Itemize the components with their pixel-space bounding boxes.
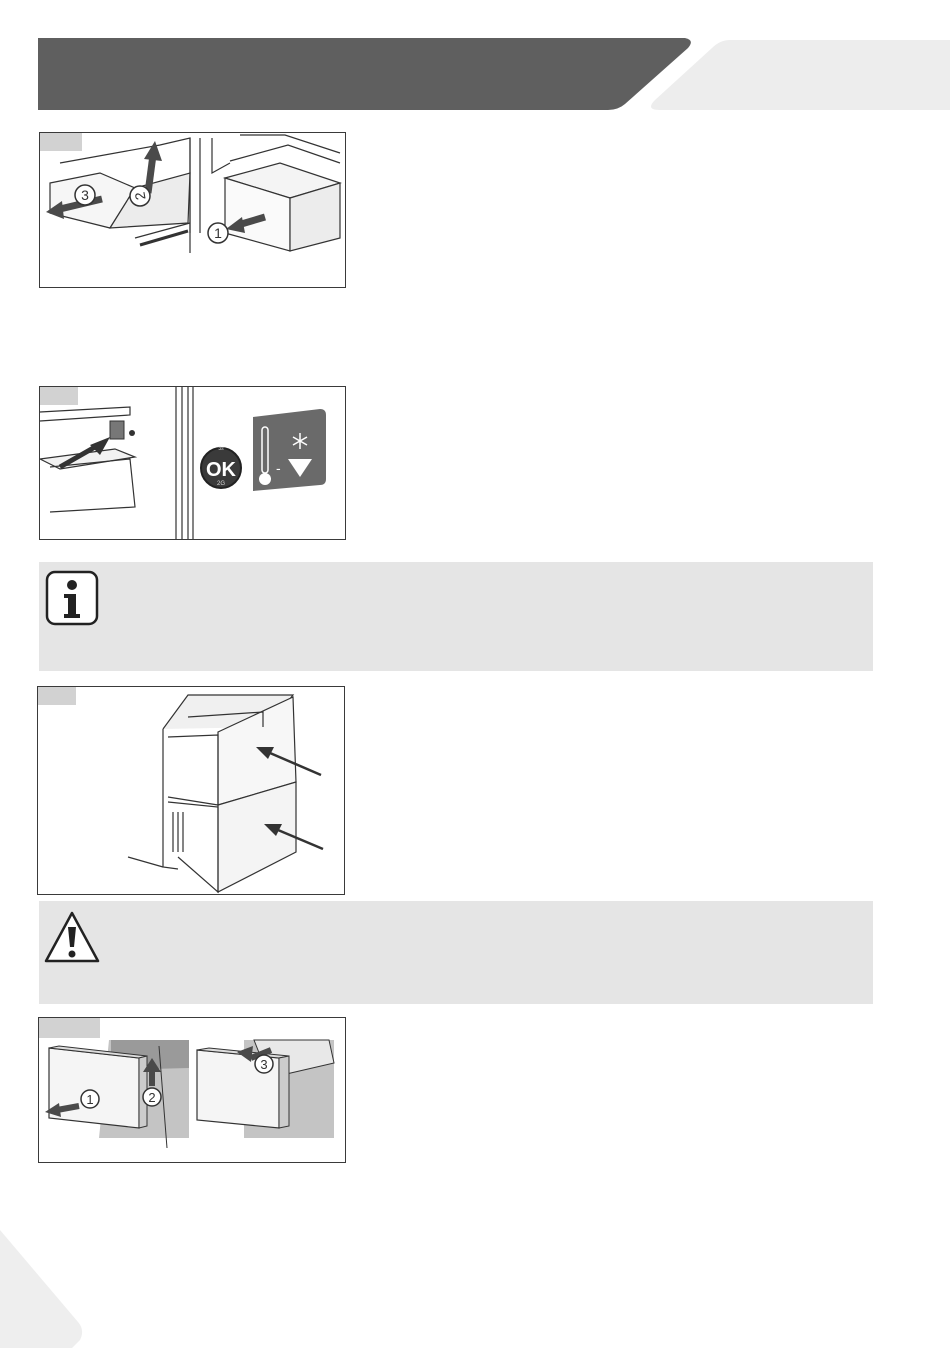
step-1-label: 1 — [86, 1092, 94, 1107]
figure-tab — [40, 387, 78, 405]
step-3-label: 3 — [81, 187, 89, 203]
corner-decoration — [0, 1230, 90, 1348]
header-band — [0, 0, 950, 120]
drawer-front-illustration — [39, 1018, 346, 1163]
figure-tab — [40, 133, 82, 151]
figure-tab — [39, 1018, 100, 1038]
drawers-figure — [37, 686, 345, 895]
warning-icon — [43, 909, 101, 967]
info-icon — [45, 570, 99, 626]
step-1-label: 1 — [214, 225, 222, 241]
panel-minus: - — [276, 460, 281, 476]
drawer-removal-illustration — [40, 133, 346, 288]
figure-tab — [38, 687, 76, 705]
step-3-label: 3 — [260, 1057, 268, 1072]
control-panel-figure — [39, 386, 346, 540]
ok-button-small-bottom: 2G — [216, 481, 226, 487]
control-panel-illustration — [40, 387, 346, 540]
remove-drawer-figure — [39, 132, 346, 288]
drawers-illustration — [38, 687, 345, 895]
step-2-label: 2 — [131, 190, 149, 202]
ok-button-small-top: 3s — [218, 446, 224, 452]
drawer-front-figure — [38, 1017, 346, 1163]
step-2-label: 2 — [148, 1090, 156, 1105]
ok-button-label: OK — [206, 459, 236, 481]
info-note — [39, 562, 873, 671]
thermometer-icon — [262, 427, 268, 473]
warning-note — [39, 901, 873, 1004]
